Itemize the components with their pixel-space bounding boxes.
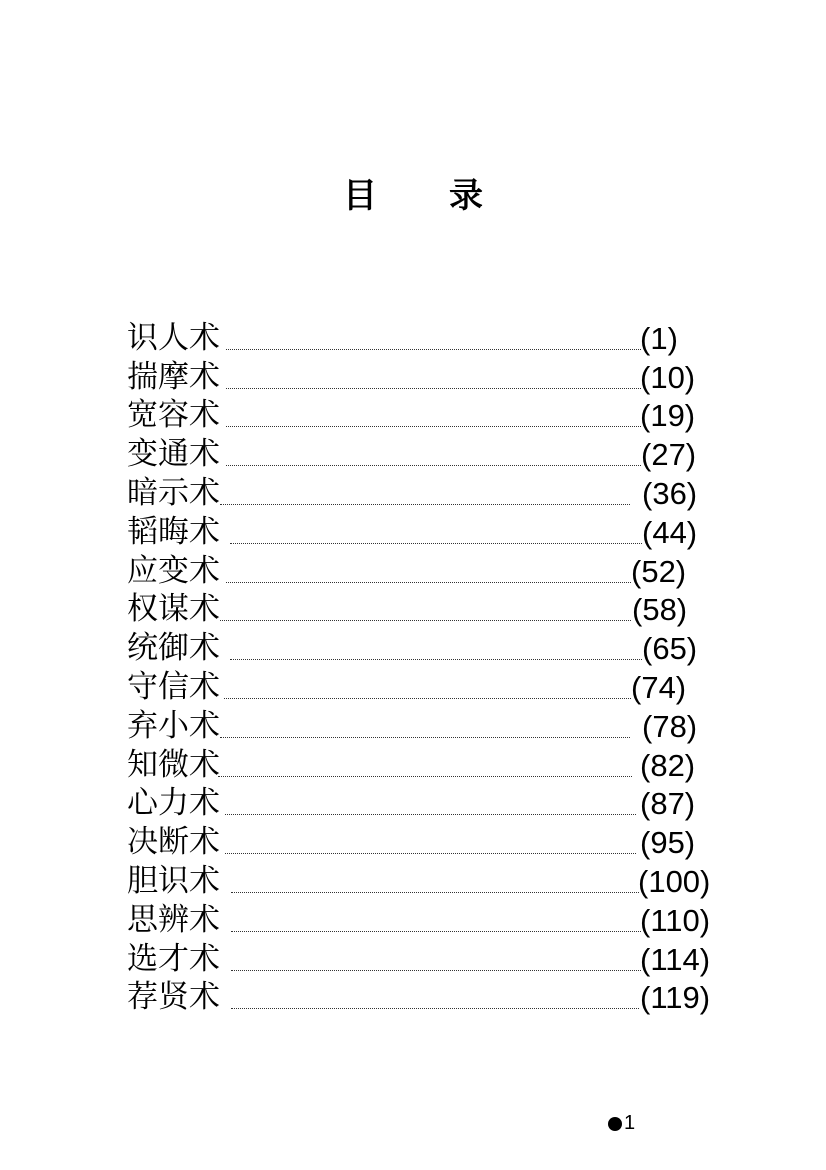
toc-entry-page: (36) [642,475,698,511]
dot-leader [231,892,639,893]
dot-leader [224,698,631,699]
toc-title [0,168,826,217]
toc-entry[interactable] [127,666,727,705]
toc-entry[interactable] [127,356,727,395]
toc-entry-page: (10) [640,359,696,395]
toc-entry-page: (82) [640,747,696,783]
toc-entry-label: 揣摩术 [127,358,220,395]
toc-entry-label: 思辨术 [127,901,220,938]
dot-leader [226,465,641,466]
dot-leader [226,349,641,350]
toc-entry[interactable] [127,395,727,434]
toc-entry[interactable] [127,821,727,860]
toc-list [127,317,727,1015]
dot-leader [220,504,630,505]
toc-entry[interactable] [127,938,727,977]
toc-entry-page: (95) [640,825,696,861]
toc-entry-label: 权谋术 [127,591,220,628]
toc-entry[interactable] [127,783,727,822]
toc-entry-page: (65) [642,631,698,667]
toc-entry[interactable] [127,744,727,783]
toc-entry-label: 荐贤术 [127,979,220,1016]
bullet-icon [608,1117,622,1131]
toc-entry-page: (100) [638,863,711,899]
toc-entry-page: (27) [641,437,697,473]
toc-entry[interactable] [127,899,727,938]
toc-entry-label: 胆识术 [127,862,220,899]
toc-entry-label: 决断术 [127,824,220,861]
dot-leader [226,426,641,427]
toc-entry[interactable] [127,550,727,589]
toc-entry-label: 守信术 [127,668,220,705]
dot-leader [226,388,641,389]
toc-entry-page: (58) [632,592,688,628]
dot-leader [231,1008,639,1009]
toc-entry-page: (1) [640,320,678,356]
toc-entry-label: 心力术 [127,785,220,822]
toc-entry-page: (87) [640,786,696,822]
toc-entry[interactable] [127,472,727,511]
toc-entry-label: 暗示术 [127,474,220,511]
toc-entry-page: (44) [642,514,698,550]
toc-entry-label: 知微术 [127,746,220,783]
toc-entry[interactable] [127,511,727,550]
dot-leader [218,776,632,777]
toc-entry-page: (78) [642,708,698,744]
dot-leader [226,582,631,583]
toc-entry-label: 选才术 [127,940,220,977]
toc-entry-page: (110) [640,902,711,938]
page-number-text: 1 [624,1112,636,1134]
toc-entry[interactable] [127,627,727,666]
toc-entry-page: (114) [640,941,711,977]
dot-leader [230,543,642,544]
toc-entry-page: (52) [631,553,687,589]
toc-entry-label: 应变术 [127,552,220,589]
toc-entry-label: 韬晦术 [127,513,220,550]
dot-leader [231,931,641,932]
dot-leader [231,970,641,971]
toc-entry-label: 识人术 [127,319,220,356]
toc-entry-page: (19) [640,398,696,434]
toc-entry-page: (119) [640,980,711,1016]
toc-entry[interactable] [127,705,727,744]
dot-leader [220,737,630,738]
toc-entry[interactable] [127,317,727,356]
toc-entry[interactable] [127,977,727,1016]
dot-leader [225,814,636,815]
dot-leader [225,853,636,854]
toc-title-char-1: 目 [343,176,377,216]
dot-leader [220,620,631,621]
toc-entry-label: 宽容术 [127,397,220,434]
page-number [608,1112,635,1135]
toc-entry[interactable] [127,433,727,472]
toc-entry-page: (74) [631,669,687,705]
dot-leader [230,659,642,660]
toc-entry-label: 变通术 [127,436,220,473]
toc-entry[interactable] [127,589,727,628]
toc-entry-label: 弃小术 [127,707,220,744]
toc-entry-label: 统御术 [127,630,220,667]
toc-title-char-2: 录 [449,176,483,216]
toc-entry[interactable] [127,860,727,899]
